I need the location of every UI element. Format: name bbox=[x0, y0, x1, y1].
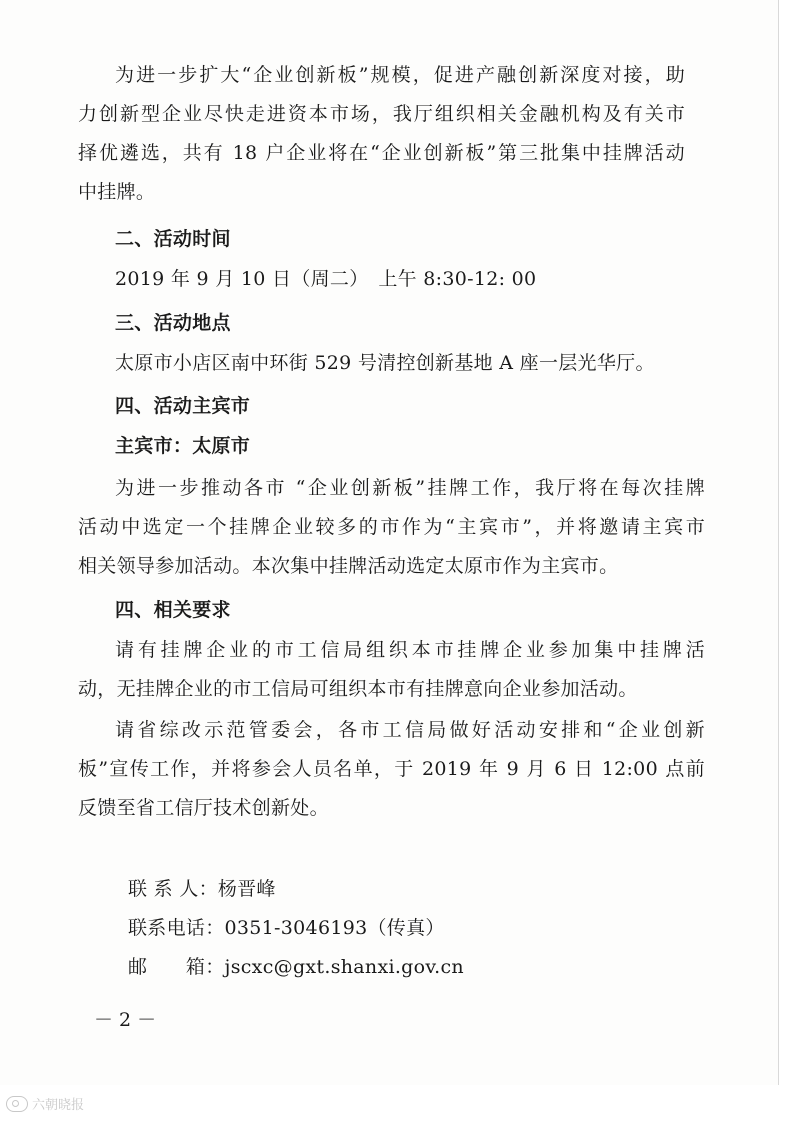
paragraph-req-2-line-3: 反馈至省工信厅技术创新处。 bbox=[78, 797, 329, 819]
heading-requirements: 四、相关要求 bbox=[115, 599, 231, 621]
heading-activity-time: 二、活动时间 bbox=[115, 228, 231, 250]
paragraph-req-2-line-2: 板”宣传工作，并将参会人员名单，于 2019 年 9 月 6 日 12:00 点前 bbox=[78, 758, 705, 780]
paragraph-1-line-4: 中挂牌。 bbox=[78, 181, 156, 203]
heading-activity-place: 三、活动地点 bbox=[115, 312, 231, 334]
paragraph-host-line-2: 活动中选定一个挂牌企业较多的市作为“主宾市”，并将邀请主宾市 bbox=[78, 516, 705, 538]
watermark-text: 六朝晓报 bbox=[32, 1098, 85, 1113]
paragraph-1-line-1: 为进一步扩大“企业创新板”规模，促进产融创新深度对接，助 bbox=[115, 64, 685, 86]
scan-margin-right bbox=[779, 0, 793, 1085]
paragraph-1-line-2: 力创新型企业尽快走进资本市场，我厅组织相关金融机构及有关市 bbox=[78, 103, 685, 125]
paragraph-1-line-3: 择优遴选，共有 18 户企业将在“企业创新板”第三批集中挂牌活动 bbox=[78, 142, 685, 164]
paragraph-host-line-3: 相关领导参加活动。本次集中挂牌活动选定太原市作为主宾市。 bbox=[78, 555, 619, 577]
contact-phone: 联系电话：0351-3046193（传真） bbox=[128, 917, 445, 939]
activity-time-text: 2019 年 9 月 10 日（周二） 上午 8:30-12: 00 bbox=[115, 268, 537, 290]
page-number: － 2 － bbox=[94, 1009, 157, 1031]
contact-person: 联 系 人：杨晋峰 bbox=[128, 878, 276, 900]
watermark bbox=[6, 1094, 84, 1113]
paragraph-host-line-1: 为进一步推动各市 “企业创新板”挂牌工作，我厅将在每次挂牌 bbox=[115, 477, 705, 499]
paragraph-req-1-line-1: 请有挂牌企业的市工信局组织本市挂牌企业参加集中挂牌活 bbox=[115, 639, 705, 661]
activity-place-text: 太原市小店区南中环街 529 号清控创新基地 A 座一层光华厅。 bbox=[115, 352, 655, 374]
heading-host-city: 四、活动主宾市 bbox=[115, 395, 251, 417]
scan-margin-bottom bbox=[0, 1085, 793, 1123]
contact-email: 邮 箱：jscxc@gxt.shanxi.gov.cn bbox=[128, 956, 464, 978]
host-city-label: 主宾市：太原市 bbox=[115, 435, 251, 457]
paragraph-req-2-line-1: 请省综改示范管委会，各市工信局做好活动安排和“企业创新 bbox=[115, 719, 705, 741]
paragraph-req-1-line-2: 动，无挂牌企业的市工信局可组织本市有挂牌意向企业参加活动。 bbox=[78, 678, 638, 700]
watermark-logo-icon bbox=[6, 1096, 28, 1112]
